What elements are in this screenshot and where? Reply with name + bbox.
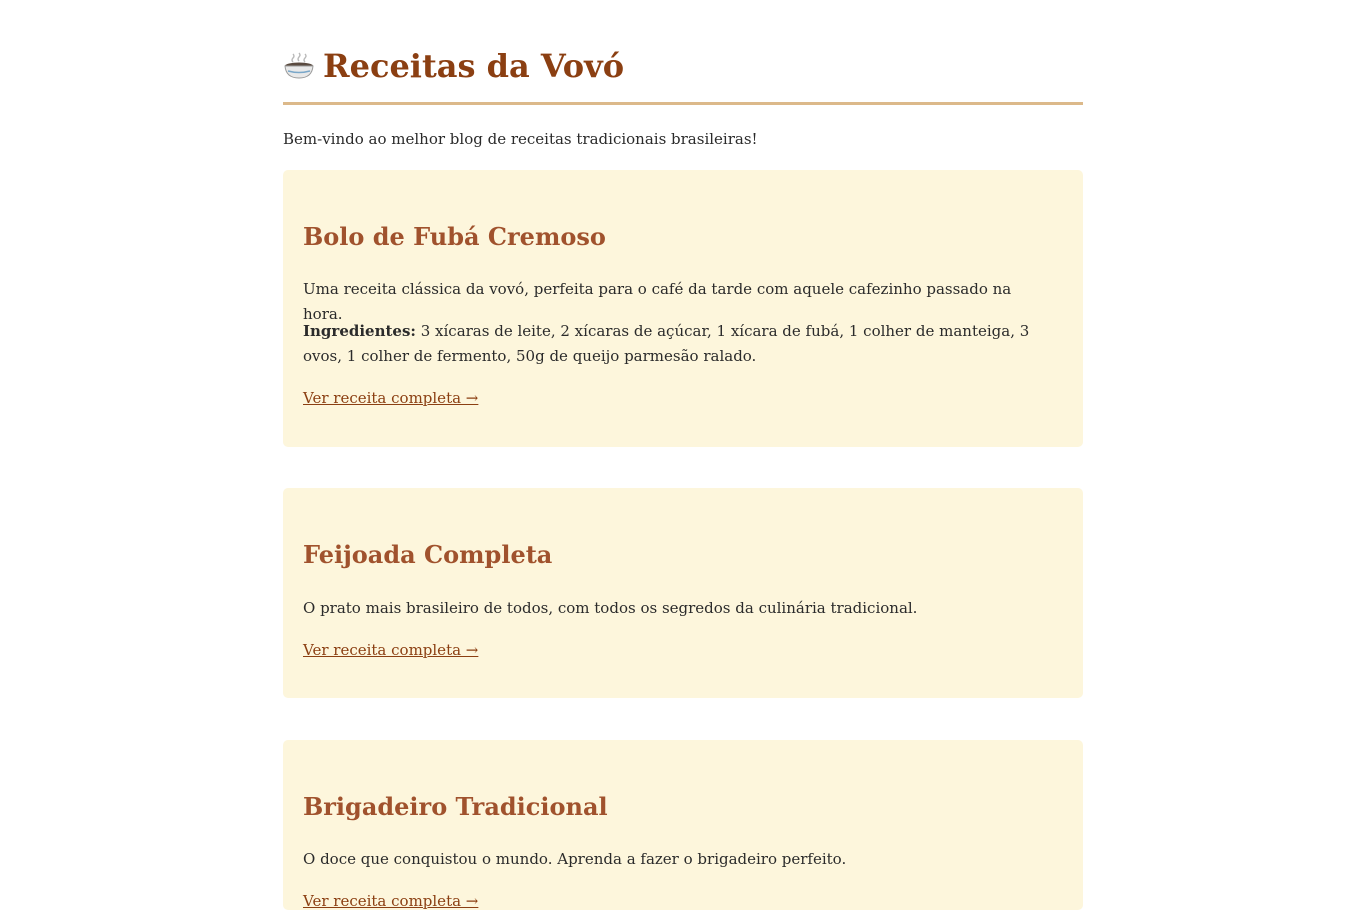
site-title-text: Receitas da Vovó — [323, 47, 625, 85]
recipe-link[interactable]: Ver receita completa → — [303, 892, 479, 910]
recipe-card — [283, 488, 1083, 698]
ingredients-label: Ingredientes: — [303, 322, 416, 340]
recipe-card — [283, 170, 1083, 447]
recipe-description: Uma receita clássica da vovó, perfeita para o café da tarde com aquele cafezinho passado na hora. — [303, 280, 1012, 323]
page-content — [283, 0, 1083, 910]
recipe-link[interactable]: Ver receita completa → — [303, 641, 479, 659]
bowl-icon — [283, 51, 315, 79]
recipe-title: Bolo de Fubá Cremoso — [303, 222, 606, 251]
recipe-card — [283, 740, 1083, 910]
ingredients-text: 3 xícaras de leite, 2 xícaras de açúcar, 1 xícara de fubá, 1 colher de manteiga, 3 ovos, 1 colher de fermento, 50g de queijo parmesão ralado. — [303, 322, 1030, 365]
recipe-link[interactable]: Ver receita completa → — [303, 389, 479, 407]
intro-text: Bem-vindo ao melhor blog de receitas tradicionais brasileiras! — [283, 130, 758, 148]
recipe-ingredients — [303, 319, 1043, 369]
recipe-title: Feijoada Completa — [303, 540, 553, 569]
recipe-description: O prato mais brasileiro de todos, com todos os segredos da culinária tradicional. — [303, 599, 918, 617]
site-title — [283, 44, 624, 88]
recipe-title: Brigadeiro Tradicional — [303, 792, 608, 821]
site-header — [283, 0, 1083, 106]
header-divider — [283, 102, 1083, 105]
recipe-description: O doce que conquistou o mundo. Aprenda a fazer o brigadeiro perfeito. — [303, 850, 847, 868]
